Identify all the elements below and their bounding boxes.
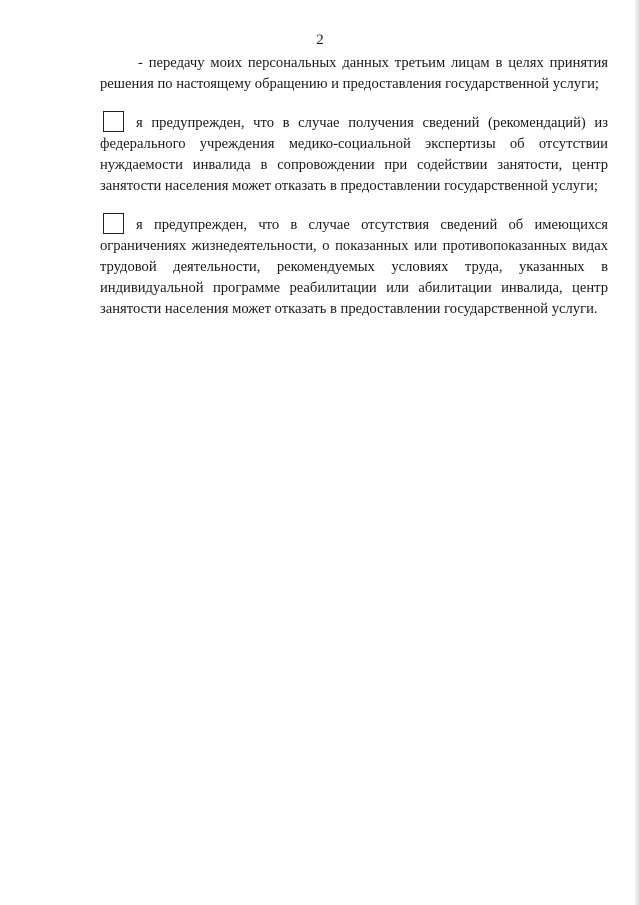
warning2-paragraph: я предупрежден, что в случае отсутствия сведений об имеющихся ограничениях жизнедеятельности, о показанных или противопоказанных видах трудовой деятельности, рекомендуемых условиях труда, указанных в индивидуальной программе реабилитации или абилитации инвалида, центр занятости населения может отказать в предоставлении государственной услуги. [100,217,608,317]
warning2-checkbox[interactable] [103,213,124,234]
warning1-checkbox[interactable] [103,111,124,132]
scan-edge-shadow [635,0,640,905]
warning1-paragraph: я предупрежден, что в случае получения сведений (рекомендаций) из федерального учреждения медико-социальной экспертизы об отсутствии нуждаемости инвалида в сопровождении при содействии занятости, центр занятости населения может отказать в предоставлении государственной услуги; [100,115,608,194]
consent-paragraph: - передачу моих персональных данных третьим лицам в целях принятия решения по настоящему обращению и предоставления государственной услуги; [100,55,608,92]
document-body [100,53,608,320]
warning-block-1 [100,113,608,197]
page-number: 2 [316,32,324,48]
warning-block-2 [100,215,608,320]
